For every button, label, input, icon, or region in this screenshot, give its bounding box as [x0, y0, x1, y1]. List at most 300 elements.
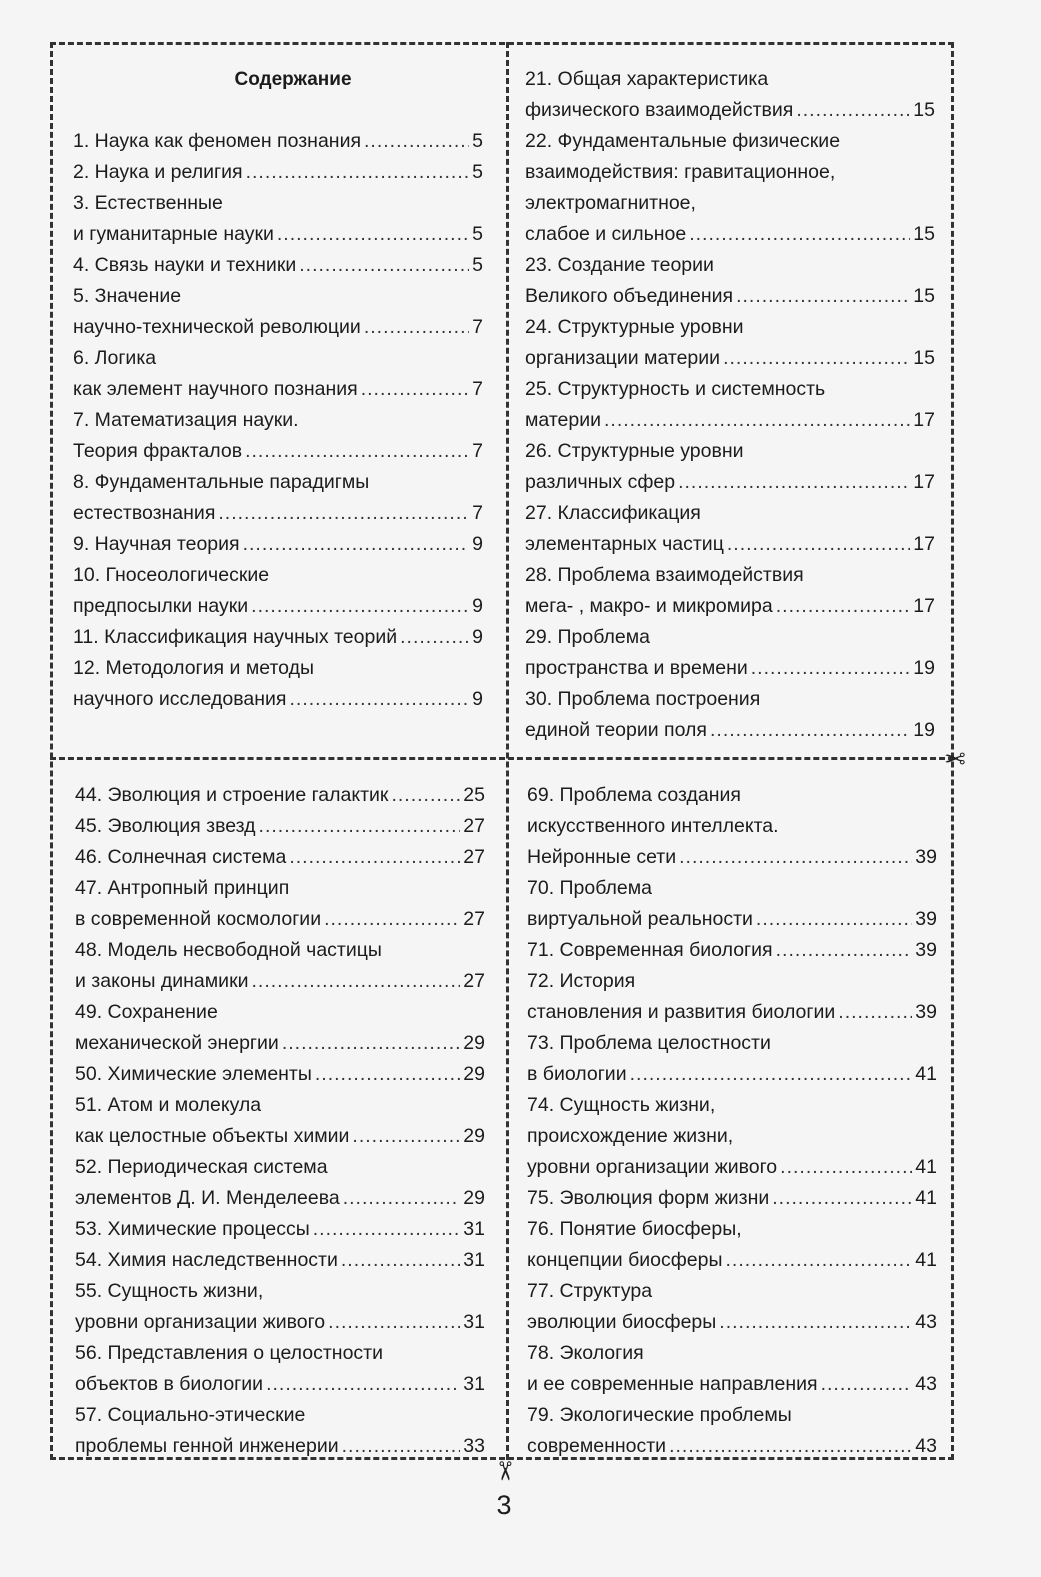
toc-entry-text: 9. Научная теория — [73, 533, 240, 555]
dot-leader — [678, 467, 910, 498]
toc-entry-text: 55. Сущность жизни, — [75, 1280, 264, 1302]
dot-leader — [266, 1369, 460, 1400]
toc-entry-text: как элемент научного познания — [73, 378, 358, 400]
dot-leader — [246, 157, 470, 188]
dot-leader — [723, 343, 910, 374]
toc-entry-page: 9 — [472, 626, 483, 648]
toc-entry-text: 12. Методология и методы — [73, 657, 314, 679]
toc-entry — [527, 873, 937, 935]
toc-entry-line — [525, 343, 935, 374]
toc-entry-line — [73, 436, 483, 467]
toc-entry-line — [525, 653, 935, 684]
toc-entry-page: 25 — [463, 784, 485, 806]
toc-entry-line — [73, 591, 483, 622]
toc-entry-text: Нейронные сети — [527, 846, 677, 868]
toc-entry-text: 6. Логика — [73, 347, 157, 369]
toc-entry-text: предпосылки науки — [73, 595, 249, 617]
toc-entry-page: 17 — [913, 471, 935, 493]
toc-entry-line — [73, 157, 483, 188]
toc-entry-line — [527, 780, 937, 811]
toc-entry-line — [525, 436, 935, 467]
toc-entry-line — [527, 1152, 937, 1183]
toc-entry-line — [75, 873, 485, 904]
toc-entry-line — [75, 1183, 485, 1214]
toc-entry — [527, 1028, 937, 1090]
toc-entry-line — [73, 405, 483, 436]
toc-entry-page: 39 — [915, 939, 937, 961]
dot-leader — [751, 653, 911, 684]
toc-entry-text: элементов Д. И. Менделеева — [75, 1187, 340, 1209]
dot-leader — [289, 684, 469, 715]
toc-entry-text: 51. Атом и молекула — [75, 1094, 262, 1116]
toc-entry-line — [527, 1307, 937, 1338]
toc-entry-text: пространства и времени — [525, 657, 748, 679]
toc-entry-text: 45. Эволюция звезд — [75, 815, 256, 837]
toc-entry — [527, 1214, 937, 1276]
toc-entry-line — [73, 653, 483, 684]
toc-entry-line — [75, 935, 485, 966]
toc-entry-page: 39 — [915, 908, 937, 930]
toc-entry — [73, 188, 483, 250]
toc-entry-page: 31 — [463, 1218, 485, 1240]
toc-entry-line — [73, 622, 483, 653]
dot-leader — [772, 1183, 912, 1214]
toc-entry — [525, 312, 935, 374]
toc-entry-line — [525, 188, 935, 219]
dot-leader — [776, 935, 913, 966]
toc-entry — [75, 842, 485, 873]
toc-entry-page: 27 — [463, 908, 485, 930]
toc-entry-text: 71. Современная биология — [527, 939, 773, 961]
toc-entry-line — [525, 560, 935, 591]
toc-entry — [527, 1090, 937, 1183]
toc-entry — [75, 780, 485, 811]
toc-entry-line — [75, 904, 485, 935]
toc-entry-text: 1. Наука как феномен познания — [73, 130, 362, 152]
toc-entry-page: 31 — [463, 1249, 485, 1271]
toc-entry-line — [75, 1400, 485, 1431]
toc-entry — [527, 1338, 937, 1400]
toc-entry-text: физического взаимодействия — [525, 99, 794, 121]
toc-entry — [525, 560, 935, 622]
toc-entry-page: 17 — [913, 409, 935, 431]
toc-entry-text: 54. Химия наследственности — [75, 1249, 338, 1271]
toc-entry-text: материи — [525, 409, 602, 431]
dot-leader — [251, 591, 469, 622]
toc-entry-line — [73, 188, 483, 219]
toc-entry-page: 7 — [472, 316, 483, 338]
toc-entry-line — [75, 1369, 485, 1400]
dot-leader — [289, 842, 460, 873]
toc-entry-line — [75, 966, 485, 997]
toc-entry — [75, 1214, 485, 1245]
toc-entry-line — [527, 1276, 937, 1307]
toc-entry-line — [75, 811, 485, 842]
toc-entry-line — [75, 1059, 485, 1090]
toc-entry — [73, 126, 483, 157]
toc-entry-page: 27 — [463, 815, 485, 837]
toc-entry-text: 24. Структурные уровни — [525, 316, 744, 338]
toc-section-top-left — [73, 64, 483, 715]
vertical-cut-line — [506, 42, 509, 1460]
toc-entry-text: виртуальной реальности — [527, 908, 753, 930]
toc-entry-line — [527, 935, 937, 966]
dot-leader — [710, 715, 910, 746]
dot-leader — [604, 405, 910, 436]
toc-entry — [73, 405, 483, 467]
toc-entry — [73, 467, 483, 529]
toc-entry-line — [75, 1307, 485, 1338]
toc-entry-text: организации материи — [525, 347, 721, 369]
dot-leader — [328, 1307, 460, 1338]
dot-leader — [364, 312, 469, 343]
toc-entry-text: происхождение жизни, — [527, 1125, 734, 1147]
toc-entry-line — [73, 498, 483, 529]
dot-leader — [838, 997, 912, 1028]
toc-entry-text: и ее современные направления — [527, 1373, 818, 1395]
toc-entry-line — [525, 374, 935, 405]
toc-entry — [73, 622, 483, 653]
toc-entry-line — [525, 64, 935, 95]
toc-entry-line — [73, 560, 483, 591]
toc-entry-line — [73, 219, 483, 250]
scissors-icon: ✂ — [488, 1460, 519, 1482]
toc-entry-line — [527, 842, 937, 873]
toc-entry-text: Теория фракталов — [73, 440, 243, 462]
toc-entry-line — [527, 997, 937, 1028]
toc-entry-line — [73, 281, 483, 312]
toc-entry-text: 27. Классификация — [525, 502, 701, 524]
toc-entry — [525, 374, 935, 436]
toc-entry — [75, 1400, 485, 1462]
toc-title: Содержание — [234, 69, 352, 90]
toc-entry-text: уровни организации живого — [75, 1311, 326, 1333]
toc-entry — [75, 873, 485, 935]
toc-section-top-right — [525, 64, 935, 746]
toc-entry-page: 15 — [913, 223, 935, 245]
toc-entry-text: 8. Фундаментальные парадигмы — [73, 471, 370, 493]
toc-entry-text: эволюции биосферы — [527, 1311, 717, 1333]
toc-entry-text: современности — [527, 1435, 667, 1457]
dot-leader — [796, 95, 910, 126]
toc-entry-line — [73, 312, 483, 343]
toc-entry-page: 41 — [915, 1249, 937, 1271]
toc-entry-text: 2. Наука и религия — [73, 161, 243, 183]
toc-entry — [525, 498, 935, 560]
toc-entry — [73, 343, 483, 405]
dot-leader — [245, 436, 469, 467]
toc-entry — [75, 997, 485, 1059]
dot-leader — [299, 250, 469, 281]
toc-entry-page: 31 — [463, 1373, 485, 1395]
toc-entry-text: 56. Представления о целостности — [75, 1342, 383, 1364]
toc-entry-page: 17 — [913, 595, 935, 617]
toc-entry — [73, 529, 483, 560]
toc-entry-text: 69. Проблема создания — [527, 784, 741, 806]
toc-entry-text: 78. Экология — [527, 1342, 644, 1364]
dot-leader — [726, 1245, 913, 1276]
toc-entry-page: 29 — [463, 1125, 485, 1147]
toc-entry-line — [75, 1338, 485, 1369]
dot-leader — [669, 1431, 912, 1462]
dot-leader — [364, 126, 469, 157]
dot-leader — [630, 1059, 913, 1090]
dot-leader — [341, 1245, 460, 1276]
toc-entry-page: 41 — [915, 1063, 937, 1085]
toc-entry-text: 3. Естественные — [73, 192, 223, 214]
toc-entry-text: уровни организации живого — [527, 1156, 778, 1178]
toc-entry-line — [73, 374, 483, 405]
toc-entry-text: 10. Гносеологические — [73, 564, 270, 586]
toc-entry-line — [75, 1121, 485, 1152]
toc-entry-page: 7 — [472, 378, 483, 400]
toc-entry-line — [73, 343, 483, 374]
toc-entry-line — [75, 1152, 485, 1183]
toc-entry — [75, 935, 485, 997]
toc-entry-page: 7 — [472, 502, 483, 524]
toc-entry-page: 9 — [472, 595, 483, 617]
toc-entry-line — [527, 1183, 937, 1214]
toc-entry-text: 50. Химические элементы — [75, 1063, 312, 1085]
toc-entry-line — [527, 1214, 937, 1245]
toc-entry-text: 44. Эволюция и строение галактик — [75, 784, 389, 806]
toc-entry-page: 29 — [463, 1032, 485, 1054]
toc-entry — [75, 811, 485, 842]
toc-entry-page: 31 — [463, 1311, 485, 1333]
toc-entry-page: 7 — [472, 440, 483, 462]
toc-entry-line — [525, 622, 935, 653]
toc-entry-text: 46. Солнечная система — [75, 846, 287, 868]
toc-entry-text: 70. Проблема — [527, 877, 652, 899]
toc-entry-text: 23. Создание теории — [525, 254, 714, 276]
toc-entry-page: 9 — [472, 688, 483, 710]
toc-entry-page: 19 — [913, 657, 935, 679]
toc-entry-text: искусственного интеллекта. — [527, 815, 779, 837]
dot-leader — [400, 622, 469, 653]
dot-leader — [776, 591, 911, 622]
toc-entry — [73, 281, 483, 343]
toc-entry-text: проблемы генной инженерии — [75, 1435, 339, 1457]
toc-entry-line — [75, 1214, 485, 1245]
toc-entry-text: 77. Структура — [527, 1280, 653, 1302]
toc-entry-text: 57. Социально-этические — [75, 1404, 306, 1426]
toc-entry-line — [527, 966, 937, 997]
toc-entry-line — [525, 591, 935, 622]
toc-entry-text: 28. Проблема взаимодействия — [525, 564, 804, 586]
toc-entry-text: объектов в биологии — [75, 1373, 264, 1395]
toc-entry-line — [75, 997, 485, 1028]
dot-leader — [252, 966, 461, 997]
toc-entry — [527, 935, 937, 966]
dot-leader — [689, 219, 910, 250]
toc-entry — [525, 250, 935, 312]
toc-entry-line — [527, 1059, 937, 1090]
toc-entry — [75, 1059, 485, 1090]
scissors-icon: ✂ — [944, 742, 966, 772]
toc-entry — [525, 436, 935, 498]
dot-leader — [727, 529, 910, 560]
toc-entry-line — [527, 1400, 937, 1431]
toc-entry-line — [73, 126, 483, 157]
toc-entry-text: 48. Модель несвободной частицы — [75, 939, 382, 961]
toc-entry-line — [527, 1369, 937, 1400]
dot-leader — [391, 780, 460, 811]
toc-entry-text: мега- , макро- и микромира — [525, 595, 773, 617]
toc-entry — [527, 780, 937, 873]
toc-entry-line — [75, 780, 485, 811]
toc-entry — [75, 1338, 485, 1400]
toc-entry — [525, 126, 935, 250]
toc-entry-page: 41 — [915, 1156, 937, 1178]
toc-entry-page: 15 — [913, 285, 935, 307]
toc-entry-line — [75, 842, 485, 873]
toc-entry-line — [73, 529, 483, 560]
dot-leader — [342, 1431, 461, 1462]
dot-leader — [259, 811, 461, 842]
toc-entry-text: в современной космологии — [75, 908, 322, 930]
toc-entry-line — [73, 467, 483, 498]
toc-entry-line — [527, 1338, 937, 1369]
toc-entry-line — [527, 1121, 937, 1152]
toc-entry-line — [527, 904, 937, 935]
toc-entry-line — [75, 1028, 485, 1059]
toc-entry-text: 7. Математизация науки. — [73, 409, 299, 431]
toc-entry-page: 19 — [913, 719, 935, 741]
dot-leader — [756, 904, 912, 935]
toc-entry-text: 21. Общая характеристика — [525, 68, 769, 90]
toc-entry-text: научного исследования — [73, 688, 287, 710]
dot-leader — [324, 904, 460, 935]
toc-entry-page: 43 — [915, 1373, 937, 1395]
dot-leader — [719, 1307, 912, 1338]
toc-entry-page: 15 — [913, 347, 935, 369]
toc-entry-text: различных сфер — [525, 471, 676, 493]
toc-entry-page: 9 — [472, 533, 483, 555]
toc-entry — [527, 1400, 937, 1462]
page-number: 3 — [496, 1490, 512, 1520]
toc-entry-text: 76. Понятие биосферы, — [527, 1218, 742, 1240]
toc-entry — [73, 560, 483, 622]
toc-entry-text: 52. Периодическая система — [75, 1156, 328, 1178]
dot-leader — [218, 498, 469, 529]
toc-entry-text: 47. Антропный принцип — [75, 877, 290, 899]
toc-entry — [525, 622, 935, 684]
toc-entry-text: 72. История — [527, 970, 636, 992]
toc-entry-text: элементарных частиц — [525, 533, 724, 555]
toc-entry-line — [525, 498, 935, 529]
toc-entry-line — [73, 250, 483, 281]
toc-entry-page: 41 — [915, 1187, 937, 1209]
toc-entry — [525, 64, 935, 126]
toc-section-bottom-right — [527, 780, 937, 1462]
toc-entry — [75, 1090, 485, 1152]
toc-entry-text: 25. Структурность и системность — [525, 378, 826, 400]
toc-entry-line — [527, 1245, 937, 1276]
toc-entry-text: 29. Проблема — [525, 626, 650, 648]
dot-leader — [352, 1121, 460, 1152]
toc-entry — [73, 653, 483, 715]
toc-entry-line — [75, 1276, 485, 1307]
toc-entry-text: 30. Проблема построения — [525, 688, 761, 710]
toc-entry-text: концепции биосферы — [527, 1249, 723, 1271]
toc-entry-line — [525, 312, 935, 343]
dot-leader — [679, 842, 912, 873]
toc-entry-page: 5 — [472, 130, 483, 152]
toc-entry-line — [527, 1028, 937, 1059]
toc-entry-line — [525, 529, 935, 560]
toc-entry-line — [527, 873, 937, 904]
toc-entry-text: единой теории поля — [525, 719, 707, 741]
toc-entry-page: 39 — [915, 846, 937, 868]
toc-entry-line — [525, 405, 935, 436]
horizontal-cut-line — [50, 757, 954, 760]
toc-entry-line — [75, 1090, 485, 1121]
toc-entry-page: 33 — [463, 1435, 485, 1457]
toc-entry-text: взаимодействия: гравитационное, — [525, 161, 836, 183]
toc-entry-text: слабое и сильное — [525, 223, 687, 245]
toc-entry — [527, 1276, 937, 1338]
dot-leader — [313, 1214, 461, 1245]
toc-entry-line — [527, 811, 937, 842]
toc-entry-line — [525, 281, 935, 312]
toc-entry-line — [527, 1431, 937, 1462]
dot-leader — [821, 1369, 913, 1400]
toc-entry-text: 79. Экологические проблемы — [527, 1404, 792, 1426]
toc-entry-text: 4. Связь науки и техники — [73, 254, 297, 276]
toc-entry-page: 27 — [463, 846, 485, 868]
toc-entry — [75, 1245, 485, 1276]
toc-entry-text: Великого объединения — [525, 285, 734, 307]
toc-entry-text: и гуманитарные науки — [73, 223, 274, 245]
toc-entry-text: научно-технической революции — [73, 316, 361, 338]
toc-entry — [75, 1152, 485, 1214]
toc-section-bottom-left — [75, 780, 485, 1462]
toc-entry-page: 29 — [463, 1187, 485, 1209]
toc-entry-line — [525, 250, 935, 281]
toc-entry-page: 29 — [463, 1063, 485, 1085]
toc-entry-text: 53. Химические процессы — [75, 1218, 310, 1240]
dot-leader — [361, 374, 469, 405]
toc-entry-line — [527, 1090, 937, 1121]
dot-leader — [343, 1183, 461, 1214]
toc-entry-line — [75, 1245, 485, 1276]
toc-entry-text: становления и развития биологии — [527, 1001, 836, 1023]
toc-entry-line — [525, 219, 935, 250]
toc-entry-line — [525, 467, 935, 498]
dot-leader — [282, 1028, 460, 1059]
toc-entry-text: и законы динамики — [75, 970, 249, 992]
toc-entry-text: механической энергии — [75, 1032, 279, 1054]
toc-entry — [73, 250, 483, 281]
toc-entry-text: 22. Фундаментальные физические — [525, 130, 841, 152]
toc-entry-page: 27 — [463, 970, 485, 992]
toc-entry — [527, 1183, 937, 1214]
toc-entry-text: 73. Проблема целостности — [527, 1032, 771, 1054]
toc-entry — [527, 966, 937, 1028]
toc-entry-text: 26. Структурные уровни — [525, 440, 744, 462]
toc-entry-line — [525, 126, 935, 157]
toc-entry-text: электромагнитное, — [525, 192, 696, 214]
toc-entry-text: естествознания — [73, 502, 216, 524]
toc-entry-text: 5. Значение — [73, 285, 182, 307]
toc-entry-text: 11. Классификация научных теорий — [73, 626, 398, 648]
toc-entry-text: 49. Сохранение — [75, 1001, 218, 1023]
toc-entry-page: 15 — [913, 99, 935, 121]
toc-entry-page: 5 — [472, 254, 483, 276]
toc-entry-text: как целостные объекты химии — [75, 1125, 350, 1147]
toc-entry-line — [75, 1431, 485, 1462]
toc-entry-page: 39 — [915, 1001, 937, 1023]
